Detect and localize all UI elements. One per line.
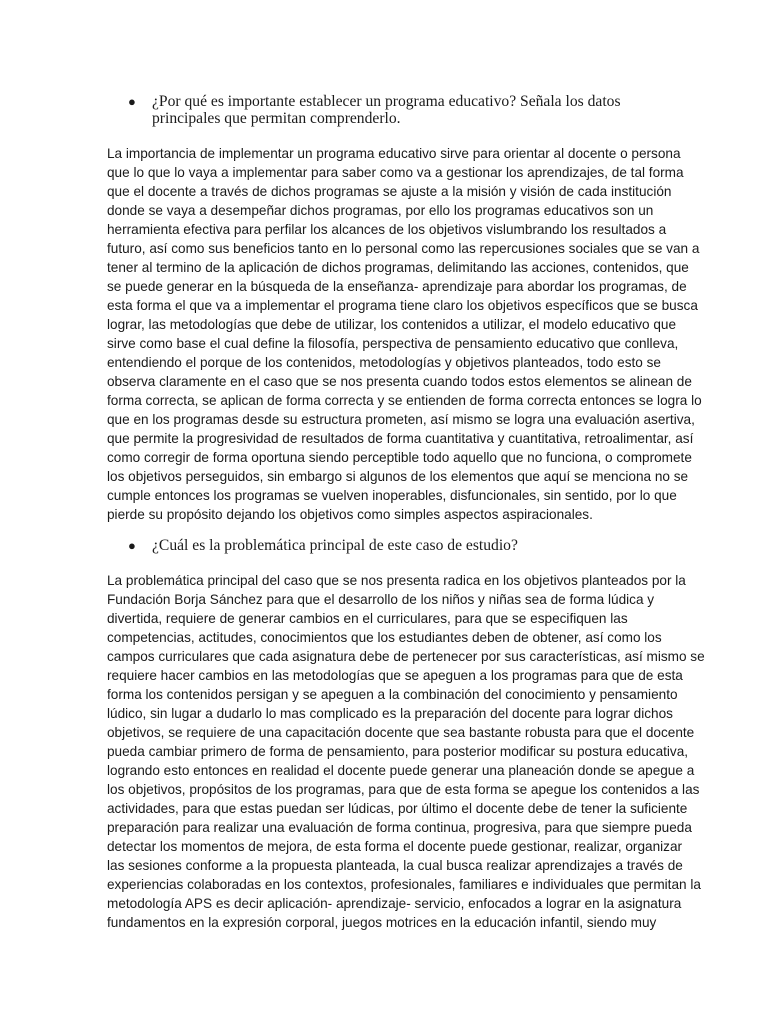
bullet-icon: ● [128,538,136,553]
answer-2-line: forma los contenidos persigan y se apeguen a la combinación del conocimiento y pensamiento [107,687,678,702]
answer-1-line: los objetivos perseguidos, sin embargo si algunos de los elementos que aquí se menciona no se [107,469,689,484]
answer-1-line: cumple entonces los programas se vuelven inoperables, disfuncionales, sin sentido, por lo que [107,488,677,503]
question-1 [128,93,668,127]
answer-2-line: las sesiones conforme a la propuesta planteada, la cual busca realizar aprendizajes a través de [107,858,683,873]
answer-1-line: que el docente a través de dichos programas se ajuste a la misión y visión de cada institución [107,184,672,199]
bullet-icon: ● [128,94,136,109]
answer-1-line: que lo que lo vaya a implementar para saber como va a gestionar los aprendizajes, de tal forma [107,165,684,180]
answer-1-line: forma correcta, se aplican de forma correcta y se entienden de forma correcta entonces se logra lo [107,393,702,408]
answer-2-line: pueda cambiar primero de forma de pensamiento, para posterior modificar su postura educativa, [107,744,689,759]
answer-1-line: herramienta efectiva para perfilar los alcances de los objetivos vislumbrando los resultados a [107,222,667,237]
answer-1-line: lograr, las metodologías que debe de utilizar, los contenidos a utilizar, el modelo educativo que [107,317,677,332]
answer-1-line: esta forma el que va a implementar el programa tiene claro los objetivos específicos que se busca [107,298,698,313]
answer-1-line: entendiendo el porque de los contenidos, metodologías y objetivos planteados, todo esto se [107,355,661,370]
answer-2-line: los objetivos, propósitos de los programas, para que de esta forma se apegue los contenidos a las [107,782,700,797]
answer-1-line: sirve como base el cual define la filosofía, perspectiva de pensamiento educativo que conlleva, [107,336,679,351]
answer-2-line: competencias, actitudes, conocimientos que los estudiantes deben de obtener, así como los [107,630,662,645]
answer-2-line: preparación para realizar una evaluación de forma continua, progresiva, para que siempre pueda [107,820,692,835]
answer-1-line: se puede generar en la búsqueda de la enseñanza- aprendizaje para abordar los programas, de [107,279,687,294]
answer-2-line: requiere hacer cambios en las metodologías que se apeguen a los programas para que de esta [107,668,683,683]
answer-2-line: objetivos, se requiere de una capacitación docente que sea bastante robusta para que el docente [107,725,695,740]
answer-2-line: campos curriculares que cada asignatura debe de pertenecer por sus características, así mismo se [107,649,705,664]
answer-2-line: Fundación Borja Sánchez para que el desarrollo de los niños y niñas sea de forma lúdica y [107,592,655,607]
answer-2-line: experiencias colaboradas en los contextos, profesionales, familiares e individuales que permitan la [107,877,701,892]
answer-2-line: lúdico, sin lugar a dudarlo lo mas complicado es la preparación del docente para lograr dichos [107,706,673,721]
question-2 [128,537,668,554]
answer-1-line: futuro, así como sus beneficios tanto en lo personal como las repercusiones sociales que se van a [107,241,700,256]
answer-1-line: donde se vaya a desempeñar dichos programas, por ello los programas educativos son un [107,203,654,218]
answer-1-line: que permite la progresividad de resultados de forma cuantitativa y cuantitativa, retroalimentar, así [107,431,694,446]
answer-1-line: tener al termino de la aplicación de dichos programas, delimitando las acciones, contenidos, que [107,260,689,275]
answer-1-line: pierde su propósito dejando los objetivos como simples aspectos aspiracionales. [107,507,593,522]
question-1-text: ¿Por qué es importante establecer un programa educativo? Señala los datos principales que permitan comprenderlo. [152,93,621,127]
answer-2 [107,571,705,932]
answer-1 [107,144,702,524]
answer-2-line: divertida, requiere de generar cambios en el curriculares, para que se especifiquen las [107,611,628,626]
answer-1-line: como corregir de forma oportuna siendo perceptible todo aquello que no funciona, o compromete [107,450,692,465]
answer-2-line: actividades, para que estas puedan ser lúdicas, por último el docente debe de tener la suficiente [107,801,688,816]
answer-2-line: logrando esto entonces en realidad el docente puede generar una planeación donde se apegue a [107,763,695,778]
answer-2-line: detectar los momentos de mejora, de esta forma el docente puede gestionar, realizar, organizar [107,839,683,854]
answer-2-line: La problemática principal del caso que se nos presenta radica en los objetivos planteados por la [107,573,686,588]
answer-2-line: fundamentos en la expresión corporal, juegos motrices en la educación infantil, siendo muy [107,915,657,930]
answer-1-line: La importancia de implementar un programa educativo sirve para orientar al docente o persona [107,146,681,161]
question-2-text: ¿Cuál es la problemática principal de este caso de estudio? [152,537,518,554]
answer-1-line: que en los programas desde su estructura prometen, así mismo se logra una evaluación asertiva, [107,412,695,427]
answer-2-line: metodología APS es decir aplicación- aprendizaje- servicio, enfocados a lograr en la asignatura [107,896,682,911]
answer-1-line: observa claramente en el caso que se nos presenta cuando todos estos elementos se alinean de [107,374,692,389]
